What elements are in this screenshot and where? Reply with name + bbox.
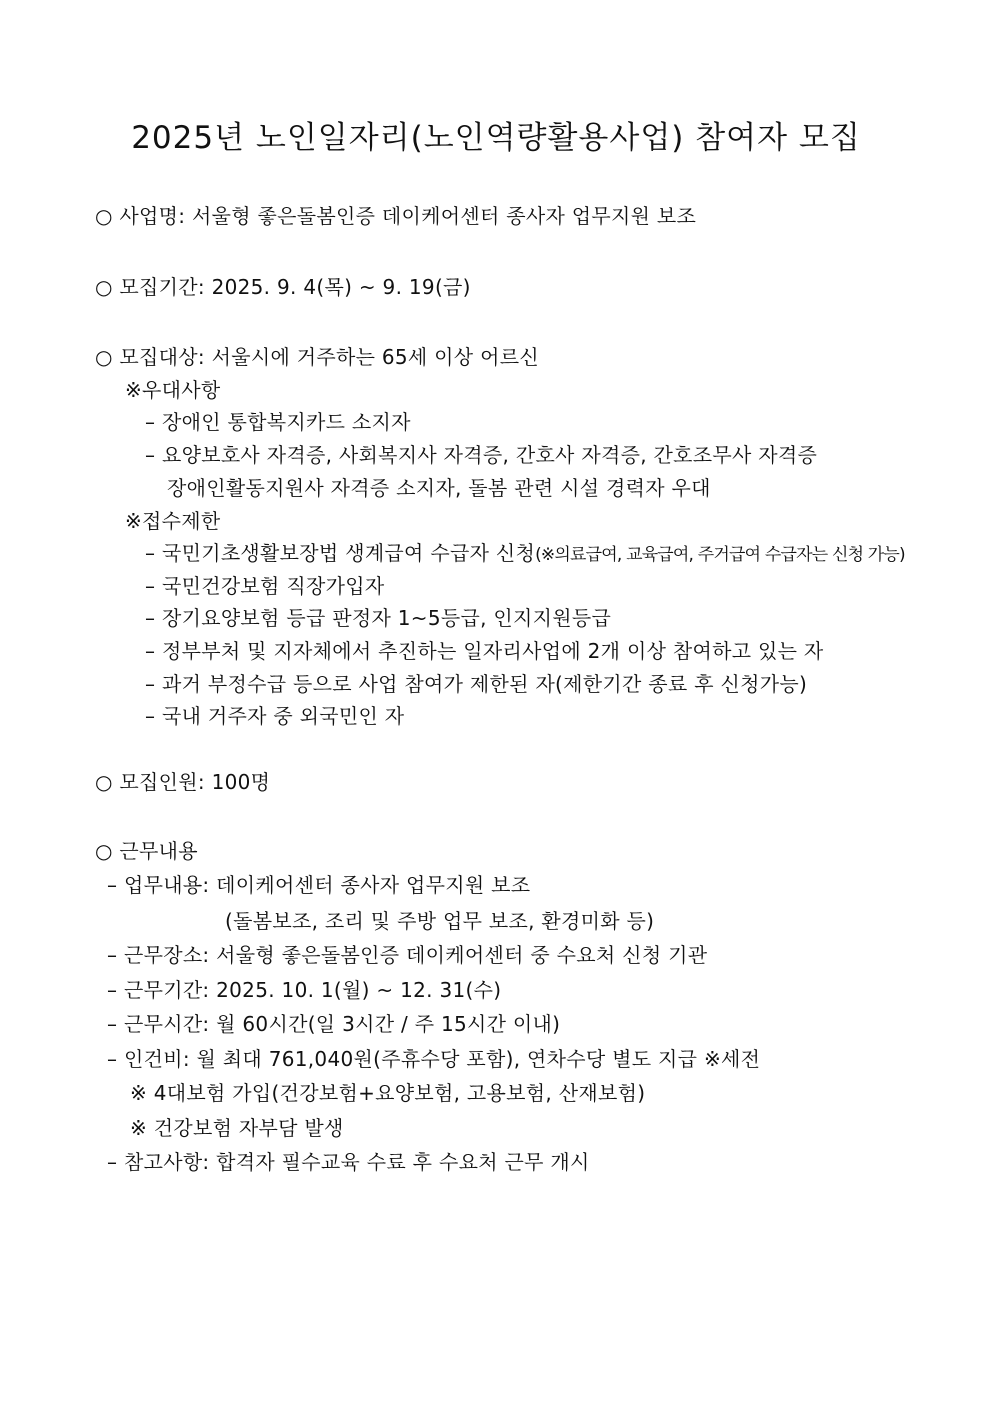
- preference-item: – 요양보호사 자격증, 사회복지사 자격증, 간호사 자격증, 간호조무사 자격증: [145, 443, 818, 467]
- insurance-note: ※ 4대보험 가입(건강보험+요양보험, 고용보험, 산재보험): [130, 1081, 646, 1105]
- recruit-period: ○ 모집기간: 2025. 9. 4(목) ~ 9. 19(금): [95, 275, 471, 299]
- business-name: ○ 사업명: 서울형 좋은돌봄인증 데이케어센터 종사자 업무지원 보조: [95, 204, 697, 228]
- restriction-item: – 국민건강보험 직장가입자: [145, 574, 385, 598]
- work-content: – 업무내용: 데이케어센터 종사자 업무지원 보조: [107, 873, 531, 897]
- work-period: – 근무기간: 2025. 10. 1(월) ~ 12. 31(수): [107, 978, 502, 1002]
- preference-heading: ※우대사항: [125, 378, 221, 402]
- target-heading: ○ 모집대상: 서울시에 거주하는 65세 이상 어르신: [95, 345, 539, 369]
- restriction-item: [145, 539, 905, 569]
- work-pay: – 인건비: 월 최대 761,040원(주휴수당 포함), 연차수당 별도 지급 ※세전: [107, 1047, 761, 1071]
- recruit-count: ○ 모집인원: 100명: [95, 770, 271, 794]
- restriction-item: – 장기요양보험 등급 판정자 1~5등급, 인지지원등급: [145, 606, 612, 630]
- work-reference: – 참고사항: 합격자 필수교육 수료 후 수요처 근무 개시: [107, 1150, 590, 1174]
- restriction-item: – 국내 거주자 중 외국민인 자: [145, 704, 405, 728]
- restriction-item: – 정부부처 및 지자체에서 추진하는 일자리사업에 2개 이상 참여하고 있는 자: [145, 639, 824, 663]
- work-place: – 근무장소: 서울형 좋은돌봄인증 데이케어센터 중 수요처 신청 기관: [107, 943, 708, 967]
- preference-item: – 장애인 통합복지카드 소지자: [145, 410, 411, 434]
- work-heading: ○ 근무내용: [95, 839, 198, 863]
- restriction-item: – 과거 부정수급 등으로 사업 참여가 제한된 자(제한기간 종료 후 신청가능): [145, 672, 808, 696]
- work-content-detail: (돌봄보조, 조리 및 주방 업무 보조, 환경미화 등): [225, 909, 655, 933]
- restriction-heading: ※접수제한: [125, 509, 221, 533]
- restriction-item-main: – 국민기초생활보장법 생계급여 수급자 신청: [145, 541, 536, 565]
- page-title: 2025년 노인일자리(노인역량활용사업) 참여자 모집: [131, 120, 861, 156]
- burden-note: ※ 건강보험 자부담 발생: [130, 1116, 344, 1140]
- preference-item: 장애인활동지원사 자격증 소지자, 돌봄 관련 시설 경력자 우대: [167, 476, 711, 500]
- restriction-item-note: (※의료급여, 교육급여, 주거급여 수급자는 신청 가능): [535, 545, 905, 565]
- work-hours: – 근무시간: 월 60시간(일 3시간 / 주 15시간 이내): [107, 1012, 561, 1036]
